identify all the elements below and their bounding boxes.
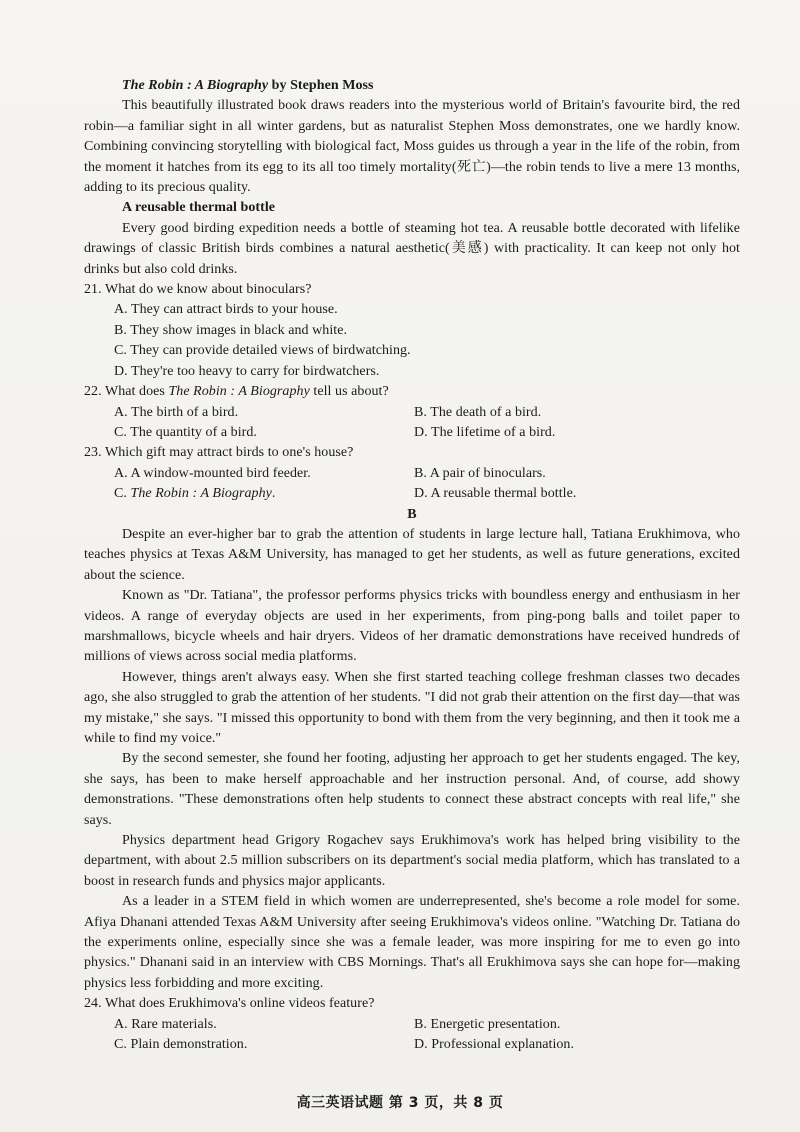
question-22-row-2: [114, 423, 740, 443]
question-23-row-1: [114, 464, 740, 484]
page-footer: 高三英语试题 第 3 页，共 8 页: [296, 1095, 504, 1111]
book-title: The Robin : A Biography: [122, 78, 269, 93]
question-22-option-c: C. The quantity of a bird.: [114, 424, 257, 440]
section-b-paragraph-3: However, things aren't always easy. When she first started teaching college freshman classes two decades ago, she also struggled to grab the attention of her students. "I did not grab their attention on the first day—that was my mistake," she says. "I missed this opportunity to bond with them from the very beginning, and then it took me a while to find my voice.": [84, 669, 740, 746]
question-22-row-1: [114, 403, 740, 423]
question-22-option-a: A. The birth of a bird.: [114, 404, 239, 420]
question-24-option-b: B. Energetic presentation.: [414, 1016, 561, 1032]
question-23-option-a: A. A window-mounted bird feeder.: [114, 465, 311, 481]
bottle-paragraph: Every good birding expedition needs a bottle of steaming hot tea. A reusable bottle decorated with lifelike drawings of classic British birds combines a natural aesthetic(美感) with practicality. It can keep not only hot drinks but also cold drinks.: [84, 220, 740, 277]
question-24-options: [84, 1015, 740, 1056]
question-21-option-c: C. They can provide detailed views of birdwatching.: [114, 343, 411, 359]
section-b-label: B: [407, 506, 417, 522]
question-23-option-b: B. A pair of binoculars.: [414, 465, 546, 481]
question-23-options: [84, 464, 740, 505]
question-24-row-1: [114, 1015, 740, 1035]
section-b-paragraph-6: As a leader in a STEM field in which women are underrepresented, she's become a role model for some. Afiya Dhanani attended Texas A&M University after seeing Erukhimova's videos online. "Watching Dr. Tatiana do the experiments online, especially since she was a female leader, was more inspiring for me to even go into physics." Dhanani said in an interview with CBS Mornings. That's all Erukhimova says she can hope for—making physics less forbidding and more exciting.: [84, 894, 740, 991]
book-heading: [84, 76, 740, 96]
question-23-stem: 23. Which gift may attract birds to one's house?: [84, 445, 354, 461]
section-b-paragraph-1: Despite an ever-higher bar to grab the attention of students in large lecture hall, Tatiana Erukhimova, who teaches physics at Texas A&M University, has managed to get her students, as well as future generations, excited about the science.: [84, 526, 740, 583]
question-24-option-c: C. Plain demonstration.: [114, 1037, 248, 1053]
question-24-option-d: D. Professional explanation.: [414, 1037, 575, 1053]
bottle-heading: A reusable thermal bottle: [122, 200, 276, 216]
question-24-row-2: [114, 1035, 740, 1055]
question-22-stem-suffix: tell us about?: [309, 384, 389, 400]
question-22-stem: [84, 382, 740, 402]
question-22-stem-title: The Robin : A Biography: [168, 384, 310, 400]
question-24-stem: 24. What does Erukhimova's online videos feature?: [84, 996, 375, 1012]
question-23-row-2: [114, 484, 740, 504]
question-22-option-d: D. The lifetime of a bird.: [414, 424, 556, 440]
question-21-options: [84, 300, 740, 382]
question-21-option-d: D. They're too heavy to carry for birdwatchers.: [114, 363, 380, 379]
question-23-option-d: D. A reusable thermal bottle.: [414, 486, 577, 502]
section-b-paragraph-2: Known as "Dr. Tatiana", the professor performs physics tricks with boundless energy and enthusiasm in her videos. A range of everyday objects are used in her experiments, from ping-pong balls and toilet paper to marshmallows, bicycle wheels and hair dryers. Videos of her dramatic demonstrations have received hundreds of millions of views across social media platforms.: [84, 588, 740, 665]
question-23-option-c-suffix: .: [271, 486, 276, 502]
question-22-option-b: B. The death of a bird.: [414, 404, 542, 420]
page-content: [84, 76, 740, 1056]
question-23-option-c: [114, 484, 414, 504]
book-paragraph: This beautifully illustrated book draws readers into the mysterious world of Britain's favourite bird, the red robin—a familiar sight in all winter gardens, but as naturalist Stephen Moss demonstrates, one we hardly know. Combining convincing storytelling with biological fact, Moss guides us through a year in the life of the robin, from the moment it hatches from its egg to its all too timely mortality(死亡)—the robin tends to live a mere 13 months, adding to its precious quality.: [84, 98, 740, 196]
section-b-paragraph-4: By the second semester, she found her footing, adjusting her approach to get her students engaged. The key, she says, has been to make herself approachable and her instruction personal. And, of course, add showy demonstrations. "These demonstrations often help students to connect these abstract concepts with real life," she says.: [84, 751, 740, 828]
question-21-option-a: A. They can attract birds to your house.: [114, 302, 338, 318]
question-21-option-b: B. They show images in black and white.: [114, 322, 348, 338]
question-22-stem-prefix: 22. What does: [84, 384, 169, 400]
section-b-paragraph-5: Physics department head Grigory Rogachev says Erukhimova's work has helped bring visibility to the department, with about 2.5 million subscribers on its department's social media platform, which has translated to a boost in research funds and physics major applicants.: [84, 833, 740, 889]
question-24-option-a: A. Rare materials.: [114, 1016, 217, 1032]
question-23-option-c-letter: C.: [114, 486, 131, 502]
question-23-option-c-title: The Robin : A Biography: [130, 486, 272, 502]
question-21-stem: 21. What do we know about binoculars?: [84, 282, 312, 298]
question-22-options: [84, 403, 740, 444]
book-author: by Stephen Moss: [268, 78, 374, 93]
